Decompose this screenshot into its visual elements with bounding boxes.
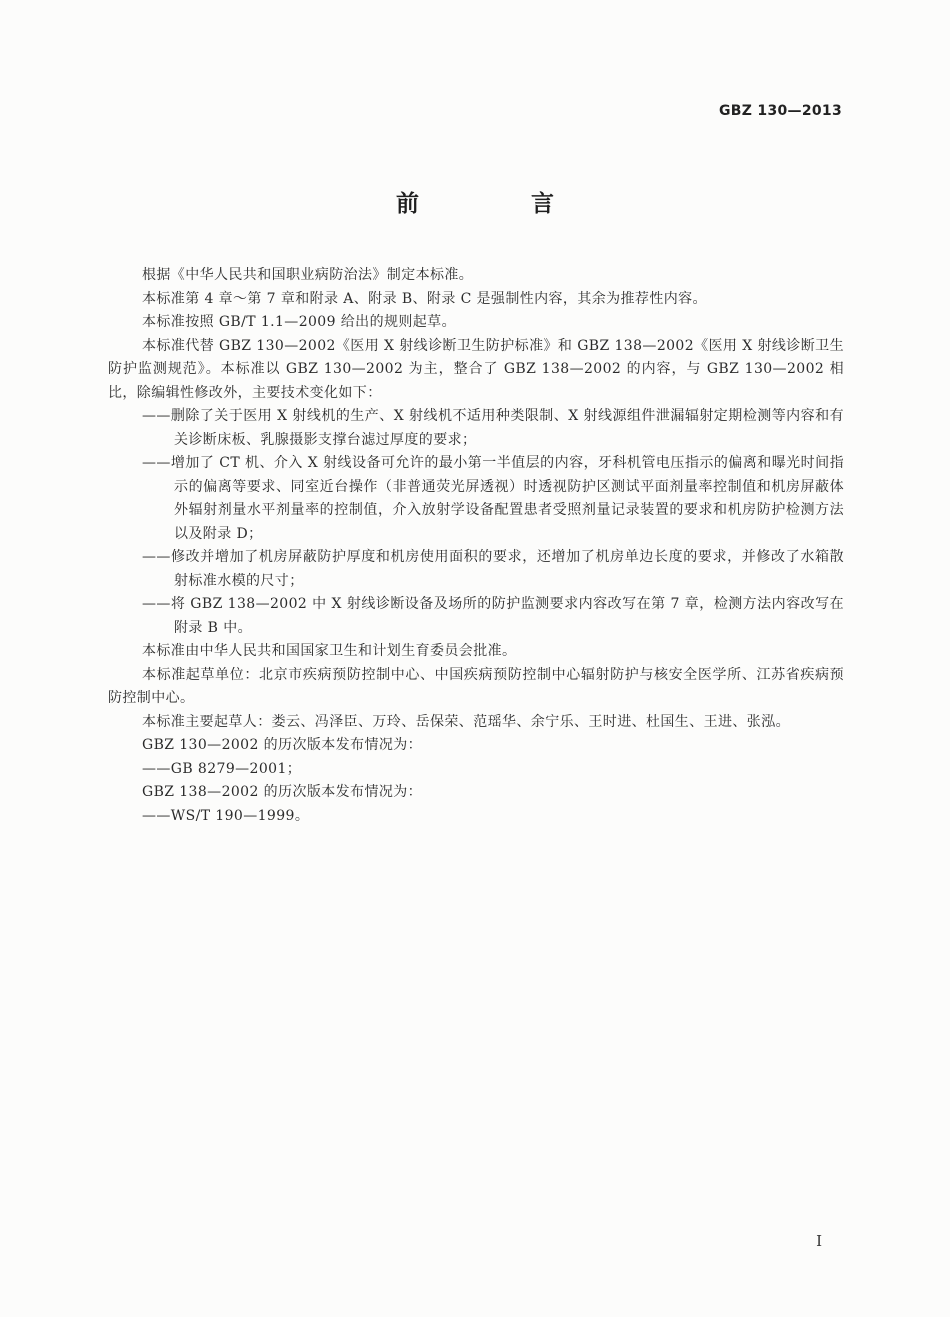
dash-list-item: ——删除了关于医用 X 射线机的生产、X 射线机不适用种类限制、X 射线源组件泄漏辐射定期检测等内容和有关诊断床板、乳腺摄影支撑台滤过厚度的要求；: [142, 408, 844, 448]
paragraph: 本标准主要起草人：娄云、冯泽臣、万玲、岳保荣、范瑶华、余宁乐、王时进、杜国生、王进、张泓。: [142, 713, 790, 730]
page-title: 前 言: [395, 191, 606, 217]
page-number: I: [816, 1232, 822, 1250]
paragraph: ——WS/T 190—1999。: [142, 807, 310, 824]
paragraph: GBZ 130—2002 的历次版本发布情况为：: [142, 737, 423, 753]
paragraph: 本标准由中华人民共和国国家卫生和计划生育委员会批准。: [142, 643, 517, 659]
dash-list-item: ——将 GBZ 138—2002 中 X 射线诊断设备及场所的防护监测要求内容改写在第 7 章，检测方法内容改写在附录 B 中。: [142, 596, 844, 636]
foreword-body: [108, 264, 844, 828]
paragraph: GBZ 138—2002 的历次版本发布情况为：: [142, 784, 423, 800]
paragraph: 本标准起草单位：北京市疾病预防控制中心、中国疾病预防控制中心辐射防护与核安全医学所、江苏省疾病预防控制中心。: [108, 666, 844, 706]
paragraph: 根据《中华人民共和国职业病防治法》制定本标准。: [142, 267, 474, 283]
dash-list-item: ——修改并增加了机房屏蔽防护厚度和机房使用面积的要求，还增加了机房单边长度的要求，并修改了水箱散射标准水模的尺寸；: [142, 549, 844, 589]
standard-number: GBZ 130—2013: [719, 103, 842, 119]
paragraph: 本标准按照 GB/T 1.1—2009 给出的规则起草。: [142, 314, 456, 330]
paragraph: 本标准第 4 章～第 7 章和附录 A、附录 B、附录 C 是强制性内容，其余为推荐性内容。: [142, 290, 707, 307]
paragraph: ——GB 8279—2001；: [142, 760, 302, 777]
dash-list-item: ——增加了 CT 机、介入 X 射线设备可允许的最小第一半值层的内容，牙科机管电压指示的偏离和曝光时间指示的偏离等要求、同室近台操作（非普通荧光屏透视）时透视防护区测试平面剂量率控制值和机房屏蔽体外辐射剂量水平剂量率的控制值，介入放射学设备配置患者受照剂量记录装置的要求和机房防护检测方法以及附录 D；: [142, 455, 844, 542]
paragraph: 本标准代替 GBZ 130—2002《医用 X 射线诊断卫生防护标准》和 GBZ 138—2002《医用 X 射线诊断卫生防护监测规范》。本标准以 GBZ 130—2002 为主，整合了 GBZ 138—2002 的内容，与 GBZ 130—2002 相比，除编辑性修改外，主要技术变化如下：: [108, 337, 844, 401]
